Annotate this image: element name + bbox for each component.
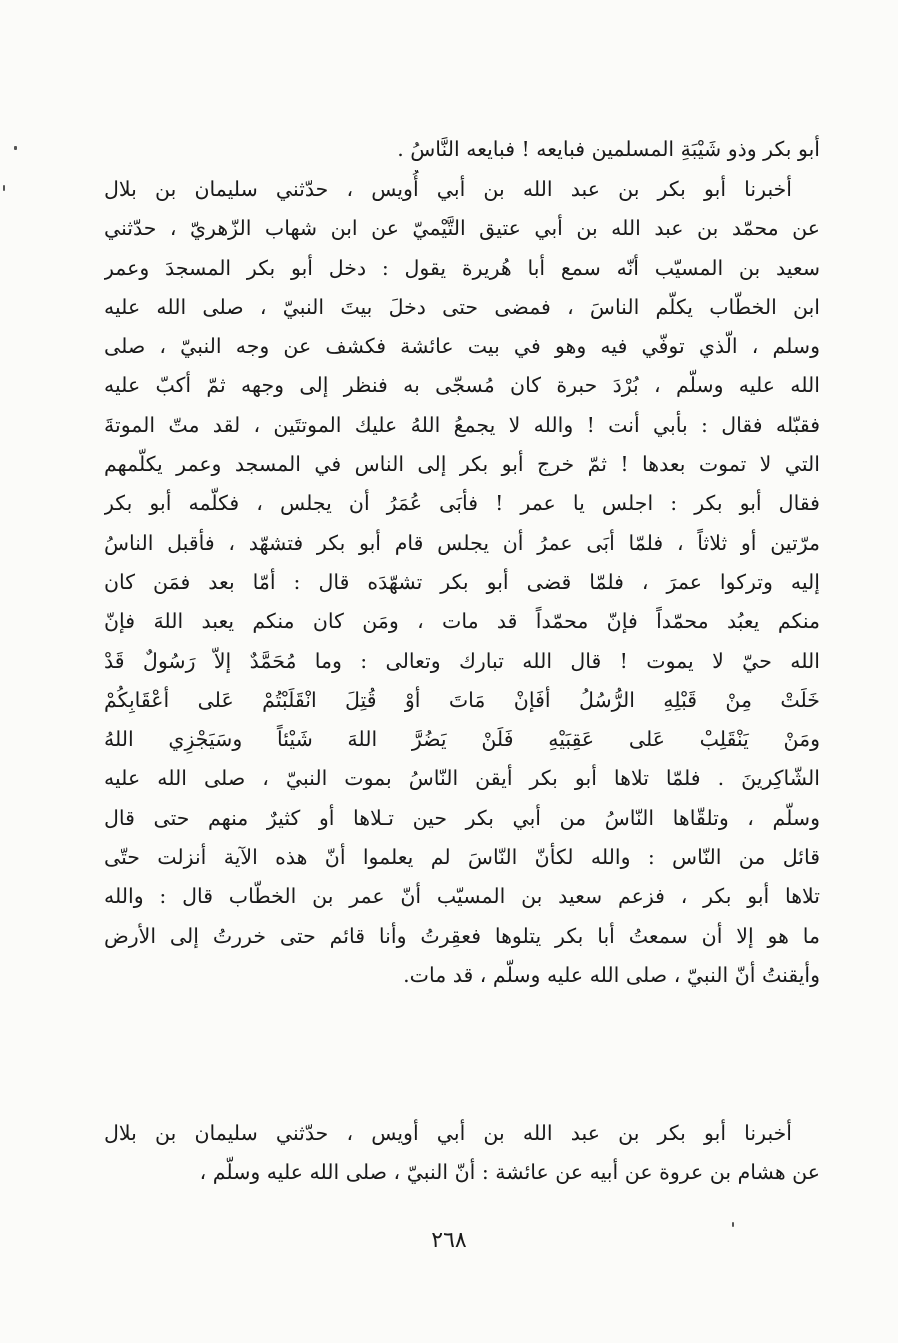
text-line: فقبّله فقال : بأبي أنت ! والله لا يجمعُ اللهُ عليك الموتتَين ، لقد متّ الموتةَ: [104, 412, 820, 437]
quran-verse-line: خَلَتْ مِنْ قَبْلِهِ الرُّسُلُ أفَإنْ مَاتَ أوْ قُتِلَ انْقَلَبْتُمْ عَلى أعْقَابِكُمْ: [104, 687, 820, 712]
scan-speck: [14, 146, 17, 150]
text-line: ابن الخطّاب يكلّم الناسَ ، فمضى حتى دخلَ بيتَ النبيّ ، صلى الله عليه: [104, 294, 820, 319]
text-line: وسلم ، الّذي توفّي فيه وهو في بيت عائشة فكشف عن وجه النبيّ ، صلى: [104, 334, 820, 359]
text-line: منكم يعبُد محمّداً فإنّ محمّداً قد مات ، ومَن كان منكم يعبد اللهَ فإنّ: [104, 609, 820, 634]
text-line: الله عليه وسلّم ، بُرْدَ حبرة كان مُسجّى به فنظر إلى وجهه ثمّ أكبّ عليه: [104, 373, 820, 398]
text-line: ما هو إلا أن سمعتُ أبا بكر يتلوها فعقِرتُ وأنا قائم حتى خررتُ إلى الأرض: [104, 923, 820, 948]
scan-speck: [732, 1222, 734, 1227]
text-line: عن هشام بن عروة عن أبيه عن عائشة : أنّ النبيّ ، صلى الله عليه وسلّم ،: [199, 1160, 820, 1185]
quran-verse-line: ومَنْ يَنْقَلِبْ عَلى عَقِبَيْهِ فَلَنْ يَضُرَّ اللهَ شَيْئاً وسَيَجْزِي اللهُ: [104, 727, 820, 752]
text-line: سعيد بن المسيّب أنّه سمع أبا هُريرة يقول : دخل أبو بكر المسجدَ وعمر: [104, 255, 820, 280]
text-line: مرّتين أو ثلاثاً ، فلمّا أبَى عمرُ أن يجلس قام أبو بكر فتشهّد ، فأقبل الناسُ: [104, 530, 820, 555]
paragraph-hadith-abu-bakr: [104, 170, 820, 995]
page-number: ٢٦٨: [431, 1228, 467, 1253]
text-line: قائل من النّاس : والله لكأنّ النّاسَ لم يعلموا أنّ هذه الآية أنزلت حتّى: [104, 845, 820, 870]
text-line: فقال أبو بكر : اجلس يا عمر ! فأبَى عُمَرُ أن يجلس ، فكلّمه أبو بكر: [104, 491, 820, 516]
text-line: أخبرنا أبو بكر بن عبد الله بن أبي أويس ، حدّثني سليمان بن بلال: [104, 1121, 792, 1145]
text-line: تلاها أبو بكر ، فزعم سعيد بن المسيّب أنّ عمر بن الخطّاب قال : والله: [104, 884, 820, 909]
text-line: إليه وتركوا عمرَ ، فلمّا قضى أبو بكر تشهّدَه قال : أمّا بعد فمَن كان: [104, 569, 820, 594]
text-line: وسلّم ، وتلقّاها النّاسُ من أبي بكر حين تـلاها أو كثيرٌ منهم حتى قال: [104, 805, 820, 830]
paragraph-opening-line: [104, 130, 820, 169]
quran-verse-line: الله حيّ لا يموت ! قال الله تبارك وتعالى : وما مُحَمَّدٌ إلاّ رَسُولٌ قَدْ: [104, 648, 820, 673]
text-line: عن محمّد بن عبد الله بن أبي عتيق التَّيْميّ عن ابن شهاب الزّهريّ ، حدّثني: [104, 216, 820, 241]
text-line: أخبرنا أبو بكر بن عبد الله بن أبي أُويس ، حدّثني سليمان بن بلال: [104, 177, 792, 201]
text-line: الشّاكِرينَ . فلمّا تلاها أبو بكر أيقن النّاسُ بموت النبيّ ، صلى الله عليه: [104, 766, 820, 791]
text-line: أبو بكر وذو شَيْبَةِ المسلمين فبايعه ! فبايعه النَّاسُ .: [397, 137, 820, 161]
scan-speck: [3, 185, 5, 191]
paragraph-hadith-aisha: [104, 1114, 820, 1193]
text-line: وأيقنتُ أنّ النبيّ ، صلى الله عليه وسلّم ، قد مات.: [403, 962, 820, 987]
text-line: التي لا تموت بعدها ! ثمّ خرج أبو بكر إلى الناس في المسجد وعمر يكلّمهم: [104, 452, 820, 477]
